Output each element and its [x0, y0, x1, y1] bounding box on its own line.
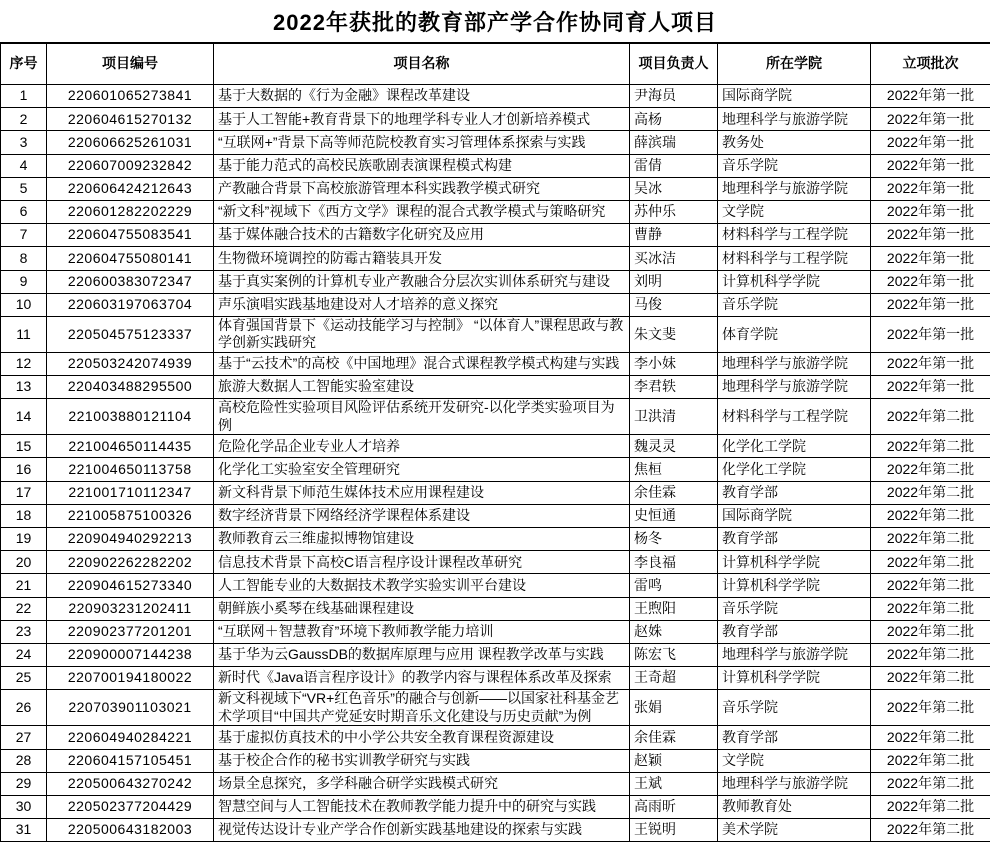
cell-index: 31 — [1, 819, 47, 842]
cell-project-id: 220606625261031 — [47, 131, 214, 154]
cell-leader: 曹静 — [630, 224, 718, 247]
cell-index: 5 — [1, 177, 47, 200]
cell-college: 美术学院 — [718, 819, 871, 842]
projects-table — [0, 42, 990, 842]
cell-index: 4 — [1, 154, 47, 177]
cell-project-id: 220900007144238 — [47, 643, 214, 666]
table-row — [1, 85, 990, 108]
cell-college: 材料科学与工程学院 — [718, 247, 871, 270]
cell-batch: 2022年第二批 — [871, 458, 990, 481]
cell-project-name: 产教融合背景下高校旅游管理本科实践教学模式研究 — [214, 177, 630, 200]
cell-batch: 2022年第二批 — [871, 504, 990, 527]
cell-project-name: 新文科背景下师范生媒体技术应用课程建设 — [214, 481, 630, 504]
cell-leader: 雷鸣 — [630, 574, 718, 597]
cell-project-id: 220604755083541 — [47, 224, 214, 247]
cell-project-name: 高校危险性实验项目风险评估系统开发研究-以化学类实验项目为例 — [214, 399, 630, 435]
cell-college: 地理科学与旅游学院 — [718, 772, 871, 795]
cell-batch: 2022年第二批 — [871, 772, 990, 795]
cell-leader: 赵颖 — [630, 749, 718, 772]
cell-project-name: 智慧空间与人工智能技术在教师教学能力提升中的研究与实践 — [214, 795, 630, 818]
column-header: 序号 — [1, 43, 47, 85]
cell-project-id: 220904615273340 — [47, 574, 214, 597]
cell-index: 13 — [1, 376, 47, 399]
cell-project-name: 体育强国背景下《运动技能学习与控制》 “以体育人”课程思政与教学创新实践研究 — [214, 316, 630, 352]
table-row — [1, 108, 990, 131]
cell-leader: 薛滨瑞 — [630, 131, 718, 154]
cell-batch: 2022年第二批 — [871, 528, 990, 551]
cell-project-id: 220500643182003 — [47, 819, 214, 842]
cell-leader: 尹海员 — [630, 85, 718, 108]
cell-leader: 魏灵灵 — [630, 435, 718, 458]
table-row — [1, 528, 990, 551]
cell-index: 26 — [1, 690, 47, 726]
cell-index: 11 — [1, 316, 47, 352]
cell-project-name: 基于虚拟仿真技术的中小学公共安全教育课程资源建设 — [214, 726, 630, 749]
table-row — [1, 620, 990, 643]
table-row — [1, 316, 990, 352]
cell-project-id: 220502377204429 — [47, 795, 214, 818]
cell-index: 1 — [1, 85, 47, 108]
cell-batch: 2022年第二批 — [871, 667, 990, 690]
cell-leader: 杨冬 — [630, 528, 718, 551]
cell-college: 计算机科学学院 — [718, 551, 871, 574]
cell-batch: 2022年第一批 — [871, 293, 990, 316]
cell-college: 音乐学院 — [718, 690, 871, 726]
cell-college: 地理科学与旅游学院 — [718, 643, 871, 666]
cell-project-id: 220902262282202 — [47, 551, 214, 574]
cell-leader: 史恒通 — [630, 504, 718, 527]
cell-college: 文学院 — [718, 749, 871, 772]
cell-project-name: 场景全息探究，多学科融合研学实践模式研究 — [214, 772, 630, 795]
cell-project-id: 220603197063704 — [47, 293, 214, 316]
cell-index: 18 — [1, 504, 47, 527]
cell-leader: 高雨昕 — [630, 795, 718, 818]
cell-batch: 2022年第一批 — [871, 154, 990, 177]
cell-project-id: 220600383072347 — [47, 270, 214, 293]
cell-index: 8 — [1, 247, 47, 270]
cell-project-id: 220904940292213 — [47, 528, 214, 551]
cell-project-name: 基于真实案例的计算机专业产教融合分层次实训体系研究与建设 — [214, 270, 630, 293]
table-row — [1, 435, 990, 458]
table-row — [1, 200, 990, 223]
cell-leader: 陈宏飞 — [630, 643, 718, 666]
cell-project-id: 220403488295500 — [47, 376, 214, 399]
cell-batch: 2022年第一批 — [871, 352, 990, 375]
cell-project-id: 220601282202229 — [47, 200, 214, 223]
cell-project-id: 220606424212643 — [47, 177, 214, 200]
cell-batch: 2022年第二批 — [871, 726, 990, 749]
cell-leader: 高杨 — [630, 108, 718, 131]
table-row — [1, 772, 990, 795]
cell-leader: 李良福 — [630, 551, 718, 574]
cell-project-id: 220902377201201 — [47, 620, 214, 643]
cell-index: 27 — [1, 726, 47, 749]
cell-college: 教务处 — [718, 131, 871, 154]
table-row — [1, 667, 990, 690]
cell-college: 国际商学院 — [718, 85, 871, 108]
table-row — [1, 293, 990, 316]
cell-project-name: 信息技术背景下高校C语言程序设计课程改革研究 — [214, 551, 630, 574]
cell-college: 地理科学与旅游学院 — [718, 352, 871, 375]
cell-leader: 王斌 — [630, 772, 718, 795]
table-row — [1, 819, 990, 842]
cell-batch: 2022年第二批 — [871, 690, 990, 726]
cell-index: 23 — [1, 620, 47, 643]
cell-college: 材料科学与工程学院 — [718, 224, 871, 247]
cell-index: 21 — [1, 574, 47, 597]
cell-college: 材料科学与工程学院 — [718, 399, 871, 435]
table-row — [1, 224, 990, 247]
table-row — [1, 458, 990, 481]
cell-project-id: 221005875100326 — [47, 504, 214, 527]
cell-leader: 吴冰 — [630, 177, 718, 200]
cell-project-name: 声乐演唱实践基地建设对人才培养的意义探究 — [214, 293, 630, 316]
cell-index: 16 — [1, 458, 47, 481]
cell-leader: 张娟 — [630, 690, 718, 726]
cell-leader: 王锐明 — [630, 819, 718, 842]
cell-college: 地理科学与旅游学院 — [718, 376, 871, 399]
cell-index: 30 — [1, 795, 47, 818]
cell-project-id: 220500643270242 — [47, 772, 214, 795]
cell-batch: 2022年第二批 — [871, 399, 990, 435]
cell-batch: 2022年第一批 — [871, 131, 990, 154]
cell-index: 24 — [1, 643, 47, 666]
cell-project-name: 基于能力范式的高校民族歌剧表演课程模式构建 — [214, 154, 630, 177]
cell-college: 计算机科学学院 — [718, 270, 871, 293]
table-row — [1, 177, 990, 200]
page-title: 2022年获批的教育部产学合作协同育人项目 — [273, 9, 717, 35]
cell-project-id: 220604157105451 — [47, 749, 214, 772]
cell-index: 29 — [1, 772, 47, 795]
table-row — [1, 643, 990, 666]
table-row — [1, 574, 990, 597]
cell-batch: 2022年第一批 — [871, 247, 990, 270]
cell-index: 10 — [1, 293, 47, 316]
cell-batch: 2022年第二批 — [871, 819, 990, 842]
cell-leader: 刘明 — [630, 270, 718, 293]
column-header: 立项批次 — [871, 43, 990, 85]
table-row — [1, 690, 990, 726]
cell-index: 12 — [1, 352, 47, 375]
cell-college: 化学化工学院 — [718, 435, 871, 458]
cell-index: 19 — [1, 528, 47, 551]
cell-batch: 2022年第二批 — [871, 620, 990, 643]
cell-college: 文学院 — [718, 200, 871, 223]
cell-index: 7 — [1, 224, 47, 247]
cell-college: 地理科学与旅游学院 — [718, 108, 871, 131]
cell-index: 9 — [1, 270, 47, 293]
cell-leader: 王奇超 — [630, 667, 718, 690]
cell-batch: 2022年第一批 — [871, 200, 990, 223]
cell-leader: 苏仲乐 — [630, 200, 718, 223]
cell-batch: 2022年第一批 — [871, 108, 990, 131]
cell-project-name: 基于校企合作的秘书实训教学研究与实践 — [214, 749, 630, 772]
table-row — [1, 481, 990, 504]
cell-project-id: 220607009232842 — [47, 154, 214, 177]
cell-project-name: 旅游大数据人工智能实验室建设 — [214, 376, 630, 399]
cell-project-name: 危险化学品企业专业人才培养 — [214, 435, 630, 458]
cell-project-name: 基于媒体融合技术的古籍数字化研究及应用 — [214, 224, 630, 247]
cell-project-name: 基于大数据的《行为金融》课程改革建设 — [214, 85, 630, 108]
cell-project-id: 221003880121104 — [47, 399, 214, 435]
cell-project-name: 化学化工实验室安全管理研究 — [214, 458, 630, 481]
cell-project-id: 221001710112347 — [47, 481, 214, 504]
cell-batch: 2022年第一批 — [871, 376, 990, 399]
cell-leader: 李小妹 — [630, 352, 718, 375]
cell-leader: 焦桓 — [630, 458, 718, 481]
cell-project-name: 教师教育云三维虚拟博物馆建设 — [214, 528, 630, 551]
cell-leader: 王煦阳 — [630, 597, 718, 620]
cell-project-id: 221004650113758 — [47, 458, 214, 481]
column-header: 项目负责人 — [630, 43, 718, 85]
cell-batch: 2022年第一批 — [871, 85, 990, 108]
cell-project-id: 220504575123337 — [47, 316, 214, 352]
cell-batch: 2022年第二批 — [871, 481, 990, 504]
cell-college: 音乐学院 — [718, 154, 871, 177]
cell-project-id: 220503242074939 — [47, 352, 214, 375]
cell-index: 2 — [1, 108, 47, 131]
cell-batch: 2022年第二批 — [871, 597, 990, 620]
cell-leader: 余佳霖 — [630, 726, 718, 749]
cell-project-id: 220604940284221 — [47, 726, 214, 749]
table-row — [1, 504, 990, 527]
cell-college: 教师教育处 — [718, 795, 871, 818]
table-row — [1, 270, 990, 293]
cell-college: 计算机科学学院 — [718, 667, 871, 690]
cell-project-name: 数字经济背景下网络经济学课程体系建设 — [214, 504, 630, 527]
cell-college: 音乐学院 — [718, 293, 871, 316]
table-row — [1, 131, 990, 154]
cell-project-id: 221004650114435 — [47, 435, 214, 458]
cell-leader: 赵姝 — [630, 620, 718, 643]
cell-college: 音乐学院 — [718, 597, 871, 620]
cell-project-id: 220703901103021 — [47, 690, 214, 726]
cell-leader: 余佳霖 — [630, 481, 718, 504]
cell-batch: 2022年第一批 — [871, 224, 990, 247]
cell-college: 体育学院 — [718, 316, 871, 352]
table-row — [1, 597, 990, 620]
table-row — [1, 726, 990, 749]
cell-project-name: 生物微环境调控的防霉古籍装具开发 — [214, 247, 630, 270]
cell-college: 教育学部 — [718, 726, 871, 749]
column-header: 项目编号 — [47, 43, 214, 85]
cell-index: 14 — [1, 399, 47, 435]
cell-project-name: “互联网+”背景下高等师范院校教育实习管理体系探索与实践 — [214, 131, 630, 154]
table-row — [1, 551, 990, 574]
cell-college: 地理科学与旅游学院 — [718, 177, 871, 200]
cell-project-name: “互联网＋智慧教育”环境下教师教学能力培训 — [214, 620, 630, 643]
cell-project-id: 220604755080141 — [47, 247, 214, 270]
cell-batch: 2022年第一批 — [871, 270, 990, 293]
cell-college: 计算机科学学院 — [718, 574, 871, 597]
cell-project-id: 220604615270132 — [47, 108, 214, 131]
cell-college: 化学化工学院 — [718, 458, 871, 481]
cell-project-name: 人工智能专业的大数据技术教学实验实训平台建设 — [214, 574, 630, 597]
table-row — [1, 247, 990, 270]
cell-college: 教育学部 — [718, 528, 871, 551]
table-row — [1, 376, 990, 399]
cell-project-name: 基于人工智能+教育背景下的地理学科专业人才创新培养模式 — [214, 108, 630, 131]
cell-leader: 雷倩 — [630, 154, 718, 177]
cell-index: 6 — [1, 200, 47, 223]
cell-batch: 2022年第一批 — [871, 316, 990, 352]
cell-project-name: 新文科视域下“VR+红色音乐”的融合与创新——以国家社科基金艺术学项目“中国共产党延安时期音乐文化建设与历史贡献”为例 — [214, 690, 630, 726]
cell-project-name: 基于华为云GaussDB的数据库原理与应用 课程教学改革与实践 — [214, 643, 630, 666]
cell-batch: 2022年第二批 — [871, 435, 990, 458]
table-row — [1, 399, 990, 435]
cell-leader: 买冰洁 — [630, 247, 718, 270]
cell-project-name: 朝鲜族小奚琴在线基础课程建设 — [214, 597, 630, 620]
header-row — [1, 43, 990, 85]
table-body — [1, 85, 990, 842]
cell-index: 3 — [1, 131, 47, 154]
cell-project-id: 220601065273841 — [47, 85, 214, 108]
cell-index: 28 — [1, 749, 47, 772]
cell-college: 教育学部 — [718, 620, 871, 643]
table-row — [1, 795, 990, 818]
table-row — [1, 749, 990, 772]
cell-index: 25 — [1, 667, 47, 690]
cell-batch: 2022年第一批 — [871, 177, 990, 200]
cell-leader: 马俊 — [630, 293, 718, 316]
cell-batch: 2022年第二批 — [871, 795, 990, 818]
cell-index: 20 — [1, 551, 47, 574]
cell-index: 17 — [1, 481, 47, 504]
cell-project-id: 220903231202411 — [47, 597, 214, 620]
table-row — [1, 154, 990, 177]
cell-batch: 2022年第二批 — [871, 551, 990, 574]
cell-batch: 2022年第二批 — [871, 643, 990, 666]
cell-batch: 2022年第二批 — [871, 749, 990, 772]
cell-index: 22 — [1, 597, 47, 620]
column-header: 项目名称 — [214, 43, 630, 85]
cell-college: 教育学部 — [718, 481, 871, 504]
cell-project-name: 基于“云技术”的高校《中国地理》混合式课程教学模式构建与实践 — [214, 352, 630, 375]
cell-project-name: “新文科”视域下《西方文学》课程的混合式教学模式与策略研究 — [214, 200, 630, 223]
column-header: 所在学院 — [718, 43, 871, 85]
cell-college: 国际商学院 — [718, 504, 871, 527]
table-row — [1, 352, 990, 375]
cell-leader: 朱文斐 — [630, 316, 718, 352]
cell-leader: 卫洪清 — [630, 399, 718, 435]
cell-project-id: 220700194180022 — [47, 667, 214, 690]
cell-project-name: 视觉传达设计专业产学合作创新实践基地建设的探索与实践 — [214, 819, 630, 842]
cell-project-name: 新时代《Java语言程序设计》的教学内容与课程体系改革及探索 — [214, 667, 630, 690]
cell-batch: 2022年第二批 — [871, 574, 990, 597]
cell-leader: 李君轶 — [630, 376, 718, 399]
cell-index: 15 — [1, 435, 47, 458]
